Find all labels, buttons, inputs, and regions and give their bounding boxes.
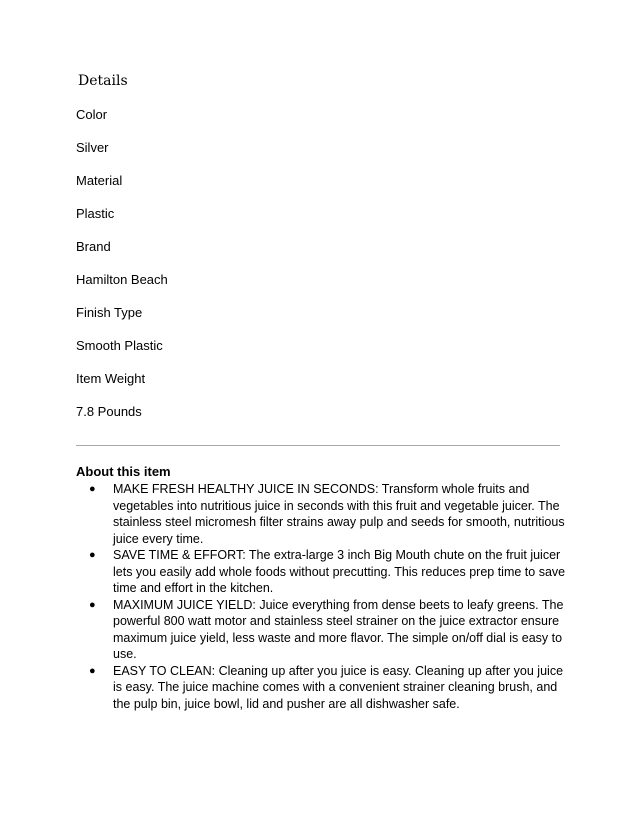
- bullet-dot-icon: ●: [89, 483, 96, 495]
- details-heading: Details: [78, 73, 128, 89]
- detail-label-color: Color: [76, 107, 108, 122]
- bullet-dot-icon: ●: [89, 549, 96, 561]
- detail-value-color: Silver: [76, 140, 109, 155]
- about-bullet-maximum-yield: [76, 597, 566, 663]
- detail-value-item-weight: 7.8 Pounds: [76, 404, 142, 419]
- about-heading: About this item: [76, 464, 171, 479]
- detail-value-brand: Hamilton Beach: [76, 272, 168, 287]
- section-divider: [76, 445, 560, 446]
- detail-label-brand: Brand: [76, 239, 111, 254]
- bullet-dot-icon: ●: [89, 598, 96, 611]
- about-bullet-juice-in-seconds: [76, 481, 566, 547]
- detail-value-finish-type: Smooth Plastic: [76, 338, 163, 353]
- bullet-text: SAVE TIME & EFFORT: The extra-large 3 inch Big Mouth chute on the fruit juicer lets you easily add whole foods without precutting. This reduces prep time to save time and effort in the kitchen.: [113, 548, 566, 595]
- bullet-text: EASY TO CLEAN: Cleaning up after you juice is easy. Cleaning up after you juice is easy. The juice machine comes with a convenient strainer cleaning brush, and the pulp bin, juice bowl, lid and pusher are all dishwasher safe.: [113, 663, 564, 711]
- about-bullet-easy-to-clean: [76, 663, 566, 713]
- bullet-text: MAXIMUM JUICE YIELD: Juice everything from dense beets to leafy greens. The powerful 800 watt motor and stainless steel strainer on the juice extractor ensure maximum juice yield, less waste and more flavor. The simple on/off dial is easy to use.: [113, 597, 564, 661]
- detail-label-material: Material: [76, 173, 123, 188]
- detail-label-item-weight: Item Weight: [76, 371, 146, 386]
- about-bullet-save-time: [76, 547, 566, 597]
- bullet-dot-icon: ●: [89, 664, 96, 677]
- bullet-text: MAKE FRESH HEALTHY JUICE IN SECONDS: Transform whole fruits and vegetables into nutritious juice in seconds with this fruit and vegetable juicer. The stainless steel micromesh filter strains away pulp and seeds for smooth, nutritious juice every time.: [113, 482, 565, 546]
- detail-label-finish-type: Finish Type: [76, 305, 143, 320]
- about-bullet-list: [76, 481, 566, 712]
- detail-value-material: Plastic: [76, 206, 115, 221]
